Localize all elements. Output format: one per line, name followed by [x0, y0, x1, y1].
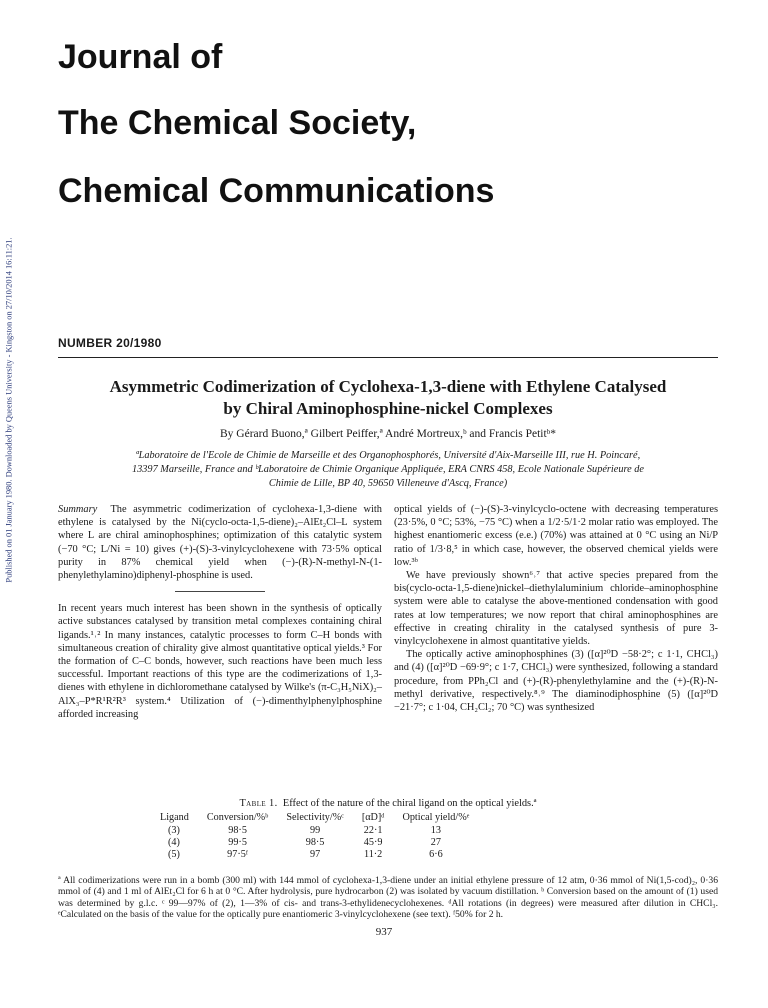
page-number: 937	[375, 926, 393, 938]
provenance-text: Published on 01 January 1980. Downloaded by Queens University - Kingston on 27/10/2014 16:11:21.	[4, 237, 14, 583]
affiliation-line2: 13397 Marseille, France and ᵇLaboratoire de Chimie Organique Appliquée, ERA CNRS 458, Ecole Nationale Supérieure de	[131, 464, 644, 475]
body-paragraph-3: We have previously shown⁶˒⁷ that active species prepared from the bis(cyclo-octa-1,5-diene)nickel–diethylaluminium chloride–aminophosphine system were able to catalyse the above-mentioned condensation with good rates at low temperatures; we now report that chiral aminophosphines are effective in creating chirality in the catalysed synthesis of pure 3-vinylcyclohexene in almost quantitative yields.	[394, 570, 718, 648]
body-paragraph-2: optical yields of (−)-(S)-3-vinylcyclo-octene with decreasing temperatures (23·5%, 0 °C; 53%, −75 °C) when a 1/2·5/1·2 molar ratio was employed. The highest enantiomeric excess (e.e.) (70%) was attained at 0 °C using an Ni/P ratio of 1/3·8,⁵ in which case, however, the observed chemical yields were low.³ᵇ	[394, 504, 718, 568]
right-column	[394, 503, 718, 714]
body-paragraph-4: The optically active aminophosphines (3) ([α]²⁰D −58·2°; c 1·1, CHCl₃) and (4) ([α]²⁰D −69·9°; c 1·7, CHCl₃) were synthesized, following a standard procedure, from PPh₂Cl and (+)-(R)-phenylethylamine and the (+)-(R)-N-methyl derivative, respectively.⁸˒⁹ The diaminodiphosphine (5) ([α]²⁰D −21·7°; c 1·04, CH₂Cl₂; 70 °C) was synthesized	[394, 649, 718, 714]
table-row	[160, 849, 487, 861]
left-column	[58, 503, 382, 721]
article-title	[58, 376, 718, 420]
affiliations	[58, 449, 718, 491]
authors: By Gérard Buono,ª Gilbert Peiffer,ª André Mortreux,ᵇ and Francis Petitᵇ*	[219, 428, 556, 440]
table-row	[160, 825, 487, 837]
table-cell: (4)	[168, 837, 180, 848]
issue-number: NUMBER 20/1980	[58, 336, 162, 350]
table-cell: 13	[430, 825, 441, 836]
table-header-cell: [αD]ᵈ	[361, 812, 385, 823]
affiliation-line1: ªLaboratoire de l'Ecole de Chimie de Marseille et des Organophosphorés, Université d'Aix-Marseille III, rue H. Poincaré,	[135, 450, 641, 461]
table-cell: 27	[430, 837, 441, 848]
provenance-sidebar	[2, 150, 16, 670]
table-tag: Table 1.	[239, 798, 278, 809]
table-header-cell: Conversion/%ᵇ	[206, 812, 269, 823]
table-cell: 22·1	[363, 825, 383, 836]
table-cell: 99·5	[228, 837, 247, 848]
article-title-line1: Asymmetric Codimerization of Cyclohexa-1,3-diene with Ethylene Catalysed	[109, 377, 667, 396]
table-caption	[58, 798, 718, 809]
summary-block	[58, 503, 382, 582]
table-caption-text: Effect of the nature of the chiral ligand on the optical yields.ª	[282, 798, 537, 809]
article-title-line2: by Chiral Aminophosphine-nickel Complexes	[223, 399, 553, 418]
table-cell: 6·6	[429, 849, 443, 860]
table-cell: 97	[309, 849, 321, 860]
table-header-row	[160, 811, 487, 825]
journal-title-line2: The Chemical Society,	[58, 104, 417, 142]
table-cell: 99	[309, 825, 321, 836]
results-table	[160, 811, 487, 861]
header-rule	[58, 357, 718, 358]
table-footnote: ª All codimerizations were run in a bomb (300 ml) with 144 mmol of cyclohexa-1,3-diene under an initial ethylene pressure of 12 atm, 0·36 mmol of Ni(1,5-cod)₂, 0·36 mmol of (4) and 1 ml of AlEt₂Cl for 6 h at 0 °C. After hydrolysis, pure hydrocarbon (2) was isolated by vacuum distillation. ᵇ Conversion based on the amount of (1) used was determined by g.l.c. ᶜ 99—97% of (2), 1—3% of cis- and trans-3-ethylidenecyclohexenes. ᵈAll rotations (in degrees) were measured after dilution in CHCl₃. ᵉCalculated on the basis of the value for the optically pure enantiomeric 3-vinylcyclohexene (see text). ᶠ50% for 2 h.	[58, 875, 718, 920]
body-paragraph-1: In recent years much interest has been shown in the synthesis of optically active substances catalysed by transition metal complexes containing chiral ligands.¹˒² In many instances, catalytic processes to form C–H bonds with simultaneous creation of chirality give almost quantitative optical yields.³ For the formation of C–C bonds, however, such reactions have been much less successful. Important reactions of this type are the codimerizations of 1,3-dienes with ethylene in dichloromethane catalysed by Wilke's (π-C₃H₅NiX)₂–AlX₃–P*R¹R²R³ system.⁴ Utilization of (−)-dimenthylphenylphosphine afforded increasing	[58, 603, 382, 720]
table-header-cell: Optical yield/%ᵉ	[402, 812, 470, 823]
table-cell: 11·2	[363, 849, 383, 860]
table-header-cell: Ligand	[160, 812, 189, 823]
summary-label: Summary	[58, 504, 98, 515]
affiliation-line3: Chimie de Lille, BP 40, 59650 Villeneuve d'Ascq, France)	[268, 478, 508, 489]
summary-divider	[175, 591, 265, 592]
table-cell: (3)	[168, 825, 180, 836]
journal-title-line1: Journal of	[58, 38, 223, 76]
journal-title-line3: Chemical Communications	[58, 172, 495, 210]
table-cell: 97·5ᶠ	[227, 849, 248, 860]
table-cell: 98·5	[228, 825, 247, 836]
table-header-cell: Selectivity/%ᶜ	[286, 812, 344, 823]
summary-text: The asymmetric codimerization of cyclohexa-1,3-diene with ethylene is catalysed by the Ni(cyclo-octa-1,5-diene)₂–AlEt₂Cl–L system where L are chiral aminophosphines; optimization of this catalytic system (−70 °C; L/Ni = 10) gives (+)-(S)-3-vinylcyclohexene with 73·5% optical purity in 87% chemical yield when (−)-(R)-N-methyl-N-(1-phenylethylamino)diphenyl-phosphine is used.	[58, 504, 382, 582]
table-row	[160, 837, 487, 849]
table-cell: (5)	[168, 849, 180, 860]
table-cell: 98·5	[305, 837, 325, 848]
table-cell: 45·9	[363, 837, 383, 848]
